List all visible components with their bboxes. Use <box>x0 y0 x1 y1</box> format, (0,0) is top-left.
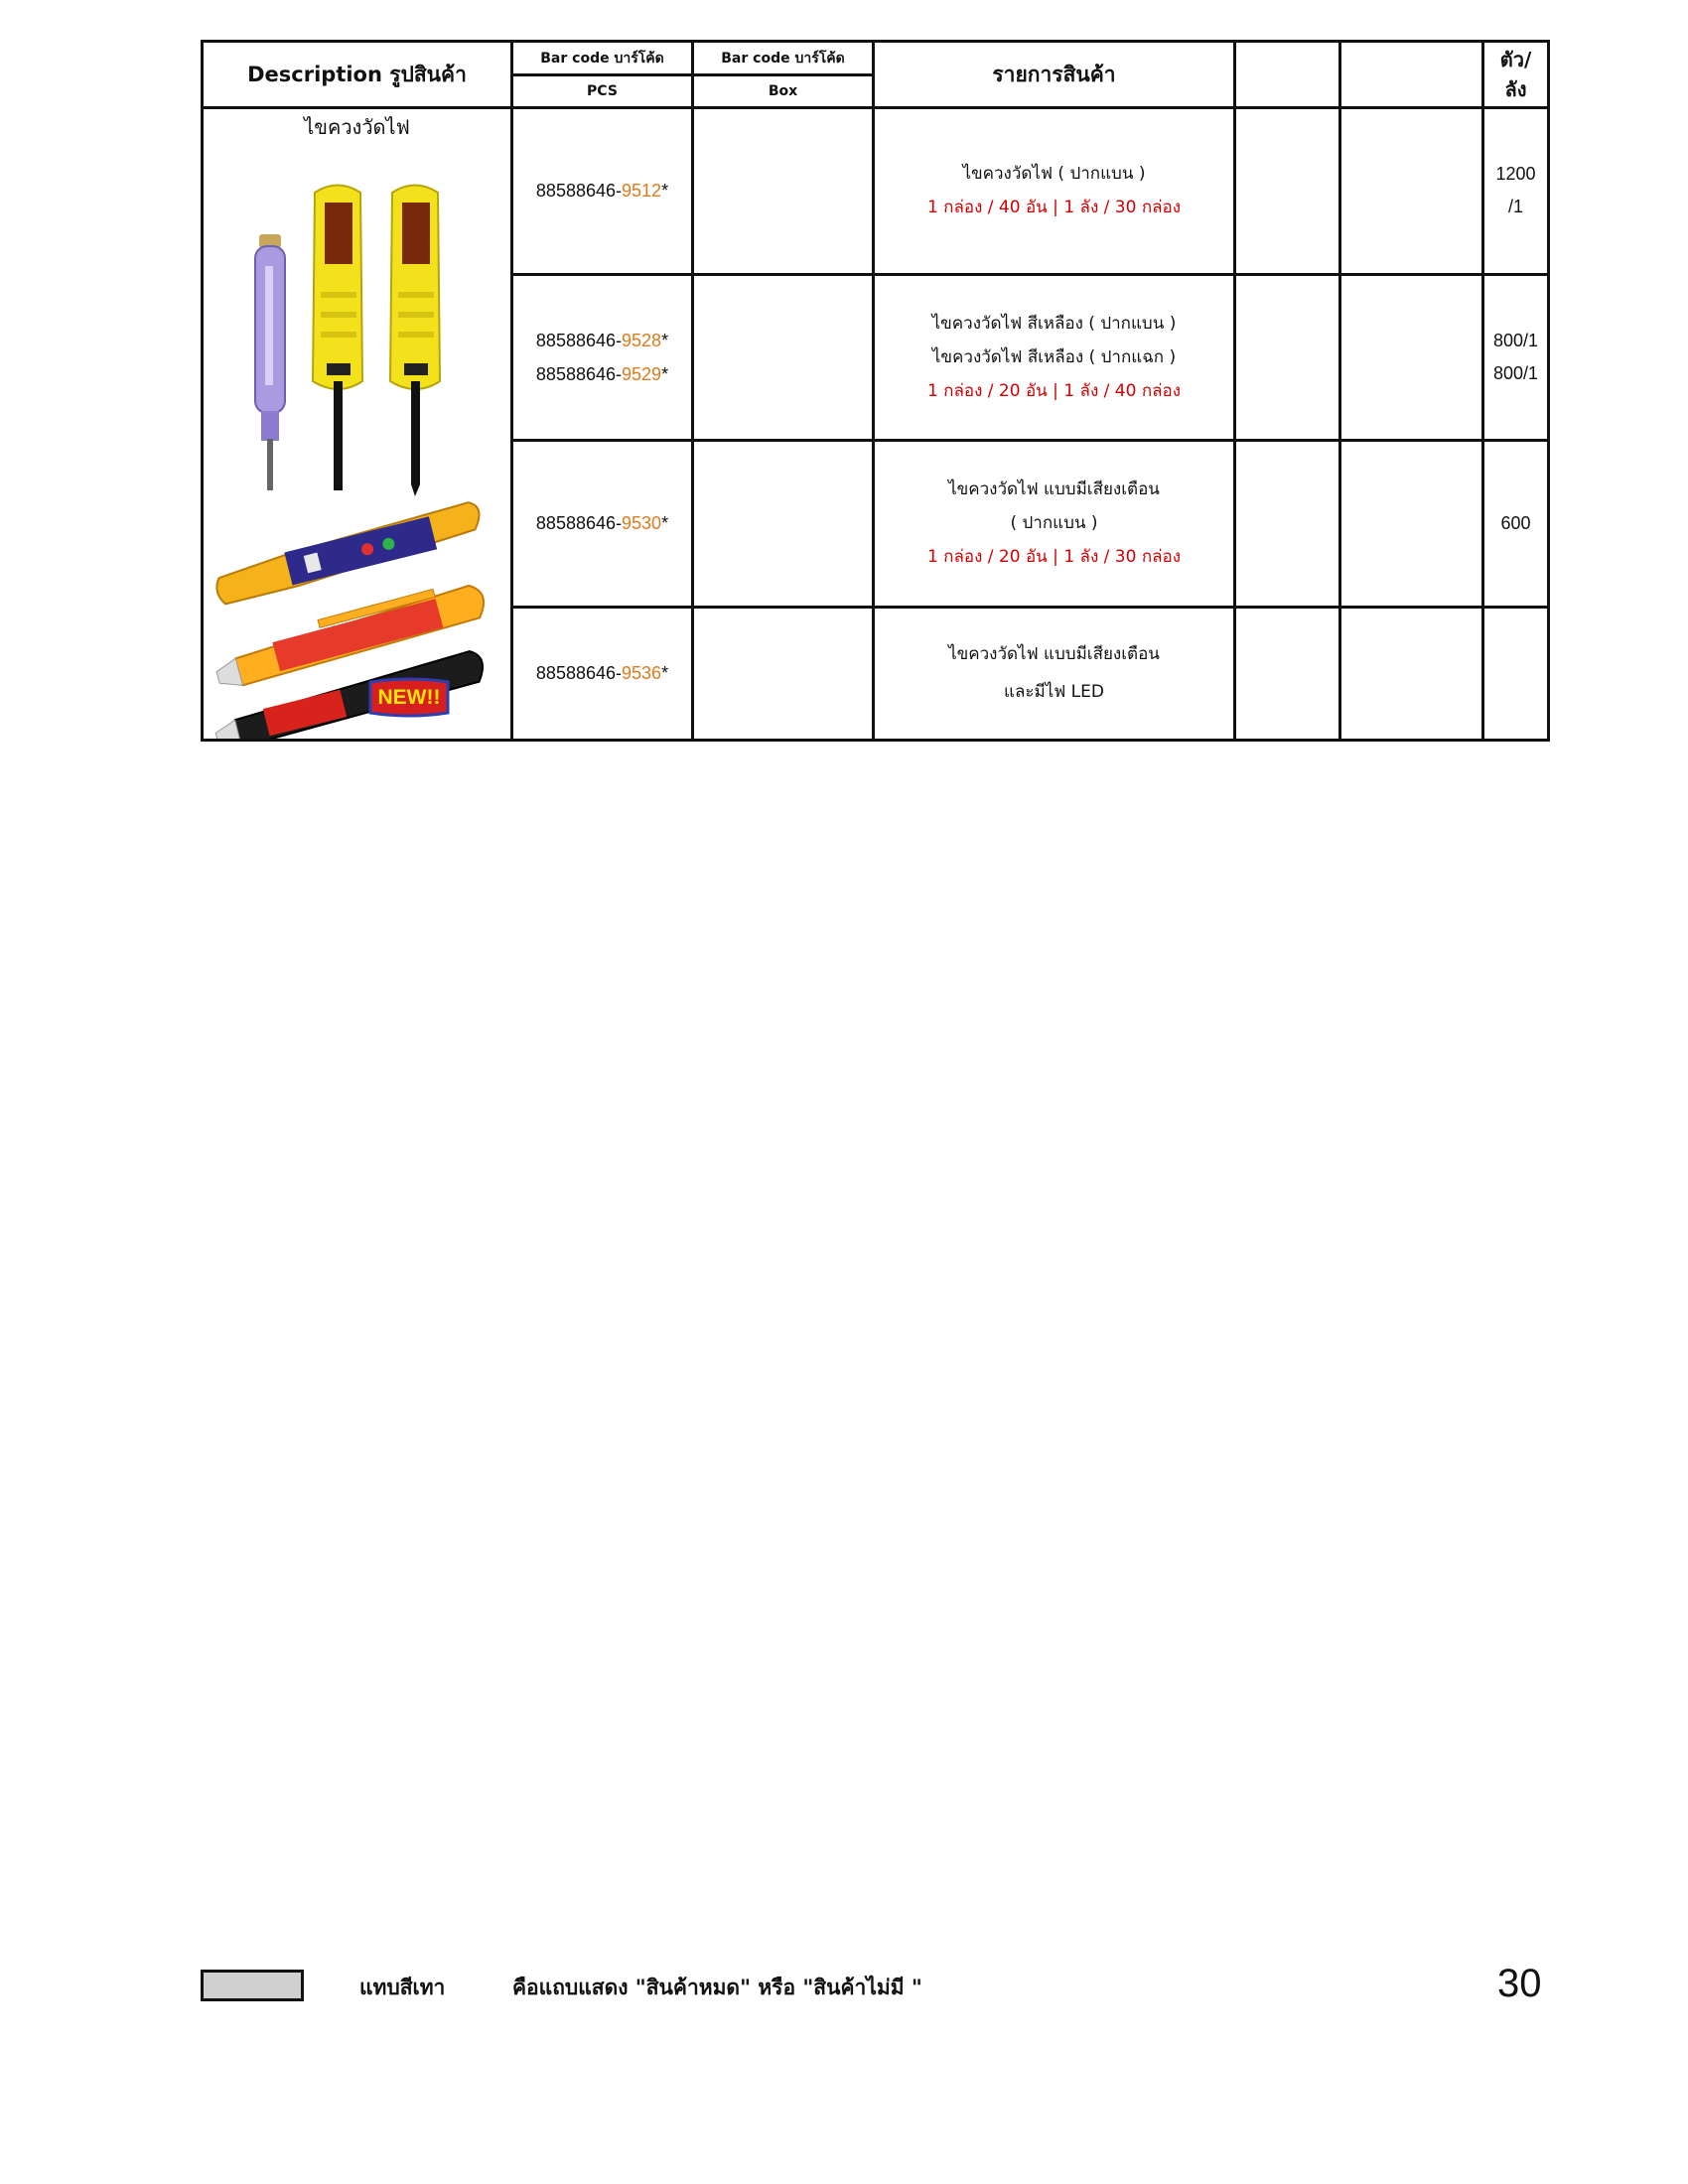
header-blank-2 <box>1340 42 1483 108</box>
barcode-line: 88588646-9512* <box>535 181 669 202</box>
item-description-cell <box>874 274 1235 441</box>
item-description-cell <box>874 607 1235 740</box>
blank-cell <box>1235 441 1340 608</box>
legend-text: คือแถบแสดง "สินค้าหมด" หรือ "สินค้าไม่มี " <box>512 1976 922 1999</box>
pack-info: 1 กล่อง / 20 อัน | 1 ลัง / 30 กล่อง <box>926 547 1182 568</box>
item-name: ไขควงวัดไฟ แบบมีเสียงเตือน <box>948 644 1160 665</box>
item-description-cell <box>874 108 1235 275</box>
yellow-tester-phillips-image <box>390 186 440 497</box>
photo-title: ไขควงวัดไฟ <box>304 115 410 139</box>
header-barcode-pcs-sub: PCS <box>512 75 693 108</box>
header-barcode-pcs: Bar code บาร์โค้ด <box>512 42 693 75</box>
page-number: 30 <box>1497 1962 1542 2005</box>
item-name: ไขควงวัดไฟ ( ปากแบน ) <box>962 164 1146 185</box>
item-name: ไขควงวัดไฟ สีเหลือง ( ปากแฉก ) <box>931 346 1177 367</box>
header-item-list: รายการสินค้า <box>874 42 1235 108</box>
barcode-box-cell <box>693 274 874 441</box>
header-qty-line1: ตัว/ <box>1499 48 1532 71</box>
barcode-pcs-cell <box>512 108 693 275</box>
yellow-tester-flat-image <box>313 186 362 491</box>
blank-cell <box>1340 441 1483 608</box>
blank-cell <box>1235 108 1340 275</box>
header-qty-per-carton <box>1483 42 1549 108</box>
barcode-line: 88588646-9536* <box>535 663 669 684</box>
pack-info: 1 กล่อง / 40 อัน | 1 ลัง / 30 กล่อง <box>926 198 1182 218</box>
barcode-pcs-cell <box>512 274 693 441</box>
barcode-line: 88588646-9530* <box>535 513 669 534</box>
blank-cell <box>1340 607 1483 740</box>
product-photo-cell <box>203 108 512 741</box>
qty-cell: 600 <box>1483 441 1549 608</box>
qty-cell: 1200 /1 <box>1483 108 1549 275</box>
item-name: ไขควงวัดไฟ แบบมีเสียงเตือน <box>948 479 1160 500</box>
legend-label: แทบสีเทา <box>359 1976 446 1999</box>
new-badge <box>370 679 448 716</box>
qty-cell <box>1483 607 1549 740</box>
item-name: และมีไฟ LED <box>1003 682 1104 703</box>
header-barcode-box-sub: Box <box>693 75 874 108</box>
qty-cell: 800/1 800/1 <box>1483 274 1549 441</box>
purple-tester-image <box>255 234 285 490</box>
barcode-box-cell <box>693 108 874 275</box>
item-description-cell <box>874 441 1235 608</box>
header-barcode-box: Bar code บาร์โค้ด <box>693 42 874 75</box>
blank-cell <box>1340 274 1483 441</box>
barcode-line: 88588646-9528* <box>535 330 669 350</box>
product-table <box>201 40 1550 742</box>
blank-cell <box>1235 274 1340 441</box>
product-photos <box>204 143 507 739</box>
blank-cell <box>1340 108 1483 275</box>
barcode-line: 88588646-9529* <box>535 363 669 384</box>
header-blank-1 <box>1235 42 1340 108</box>
item-name: ( ปากแบน ) <box>1010 513 1098 534</box>
barcode-pcs-cell <box>512 607 693 740</box>
barcode-pcs-cell <box>512 441 693 608</box>
header-description: Description รูปสินค้า <box>203 42 512 108</box>
blank-cell <box>1235 607 1340 740</box>
pack-info: 1 กล่อง / 20 อัน | 1 ลัง / 40 กล่อง <box>926 380 1182 401</box>
barcode-box-cell <box>693 441 874 608</box>
legend-gray-swatch <box>201 1970 304 2001</box>
digital-tester-image <box>211 500 487 605</box>
new-badge-text: NEW!! <box>377 686 441 709</box>
header-qty-line2: ลัง <box>1504 77 1527 101</box>
barcode-box-cell <box>693 607 874 740</box>
item-name: ไขควงวัดไฟ สีเหลือง ( ปากแบน ) <box>931 313 1177 334</box>
